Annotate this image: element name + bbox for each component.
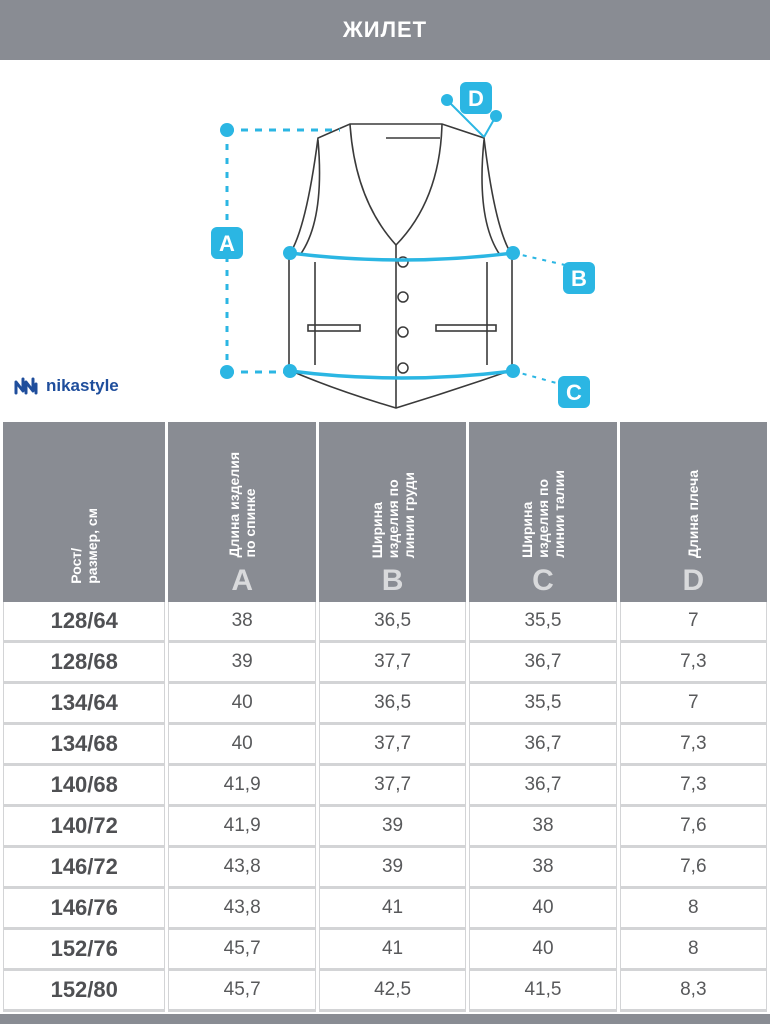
column-header-4 <box>620 422 767 602</box>
label-d-badge <box>460 82 492 114</box>
column-header-3 <box>469 422 616 602</box>
measurement-cell: 41,5 <box>469 971 616 1012</box>
measurement-cell: 39 <box>319 848 466 889</box>
column-header-1 <box>168 422 315 602</box>
column-header-letter: B <box>381 564 404 597</box>
measurement-cell: 37,7 <box>319 725 466 766</box>
table-row <box>3 643 767 684</box>
column-header-label: Ширина изделия по линии талии <box>518 470 567 558</box>
measurement-cell: 36,7 <box>469 643 616 684</box>
size-label-cell: 134/68 <box>3 725 165 766</box>
table-row <box>3 848 767 889</box>
svg-text:D: D <box>468 86 484 111</box>
measurement-cell: 39 <box>168 643 315 684</box>
column-header-2 <box>319 422 466 602</box>
size-label-cell: 128/64 <box>3 602 165 643</box>
size-label-cell: 152/76 <box>3 930 165 971</box>
size-table <box>0 422 770 1012</box>
measurement-cell: 43,8 <box>168 889 315 930</box>
measurement-cell: 41,9 <box>168 807 315 848</box>
bottom-bar <box>0 1014 770 1024</box>
table-body <box>3 602 767 1012</box>
label-c-badge <box>558 376 590 408</box>
measurement-cell: 35,5 <box>469 602 616 643</box>
measurement-cell: 45,7 <box>168 930 315 971</box>
column-header-0 <box>3 422 165 602</box>
measurement-cell: 41,9 <box>168 766 315 807</box>
measurement-cell: 7,3 <box>620 643 767 684</box>
brand-logo <box>14 376 119 396</box>
measurement-cell: 40 <box>469 930 616 971</box>
table-row <box>3 684 767 725</box>
size-label-cell: 146/72 <box>3 848 165 889</box>
size-label-cell: 140/72 <box>3 807 165 848</box>
page-title: ЖИЛЕТ <box>0 0 770 60</box>
measurement-cell: 38 <box>469 807 616 848</box>
measurement-cell: 8 <box>620 930 767 971</box>
table-row <box>3 807 767 848</box>
measurement-cell: 39 <box>319 807 466 848</box>
measurement-cell: 7,3 <box>620 766 767 807</box>
column-header-label: Рост/ размер, см <box>68 508 101 584</box>
measurement-cell: 8,3 <box>620 971 767 1012</box>
measurement-cell: 38 <box>168 602 315 643</box>
table-row <box>3 725 767 766</box>
size-label-cell: 146/76 <box>3 889 165 930</box>
brand-name: nikastyle <box>46 376 119 395</box>
nikastyle-logo-icon <box>14 376 40 396</box>
size-label-cell: 140/68 <box>3 766 165 807</box>
measurement-cell: 38 <box>469 848 616 889</box>
measurement-cell: 36,5 <box>319 684 466 725</box>
size-label-cell: 128/68 <box>3 643 165 684</box>
column-header-letter: D <box>682 564 705 597</box>
measurement-cell: 40 <box>168 725 315 766</box>
measurement-cell: 35,5 <box>469 684 616 725</box>
measurement-cell: 8 <box>620 889 767 930</box>
measurement-cell: 37,7 <box>319 643 466 684</box>
measurement-cell: 7,6 <box>620 807 767 848</box>
label-b-badge <box>563 262 595 294</box>
measurement-cell: 7 <box>620 684 767 725</box>
size-label-cell: 134/64 <box>3 684 165 725</box>
table-row <box>3 602 767 643</box>
measurement-cell: 7,6 <box>620 848 767 889</box>
measurement-cell: 37,7 <box>319 766 466 807</box>
measurement-cell: 42,5 <box>319 971 466 1012</box>
column-header-letter: A <box>231 564 253 597</box>
measurement-cell: 45,7 <box>168 971 315 1012</box>
table-header-row <box>3 422 767 602</box>
measurement-cell: 7,3 <box>620 725 767 766</box>
measurement-cell: 36,5 <box>319 602 466 643</box>
column-header-letter: C <box>532 564 554 597</box>
measurement-cell: 41 <box>319 889 466 930</box>
table-row <box>3 930 767 971</box>
measure-dots <box>220 94 520 379</box>
size-label-cell: 152/80 <box>3 971 165 1012</box>
measurement-cell: 36,7 <box>469 766 616 807</box>
measurement-cell: 36,7 <box>469 725 616 766</box>
label-a-badge <box>211 227 243 259</box>
column-header-label: Ширина изделия по линии груди <box>368 471 417 558</box>
measurement-cell: 40 <box>168 684 315 725</box>
column-header-label: Длина изделия по спинке <box>226 452 259 558</box>
measurement-cell: 7 <box>620 602 767 643</box>
column-header-label: Длина плеча <box>685 469 702 558</box>
table-row <box>3 766 767 807</box>
table-row <box>3 889 767 930</box>
svg-text:B: B <box>571 266 587 291</box>
measurement-cell: 41 <box>319 930 466 971</box>
vest-buttons <box>398 257 408 373</box>
svg-text:C: C <box>566 380 582 405</box>
measurement-cell: 43,8 <box>168 848 315 889</box>
table-row <box>3 971 767 1012</box>
measurement-cell: 40 <box>469 889 616 930</box>
vest-diagram <box>0 60 770 422</box>
svg-text:A: A <box>219 231 235 256</box>
